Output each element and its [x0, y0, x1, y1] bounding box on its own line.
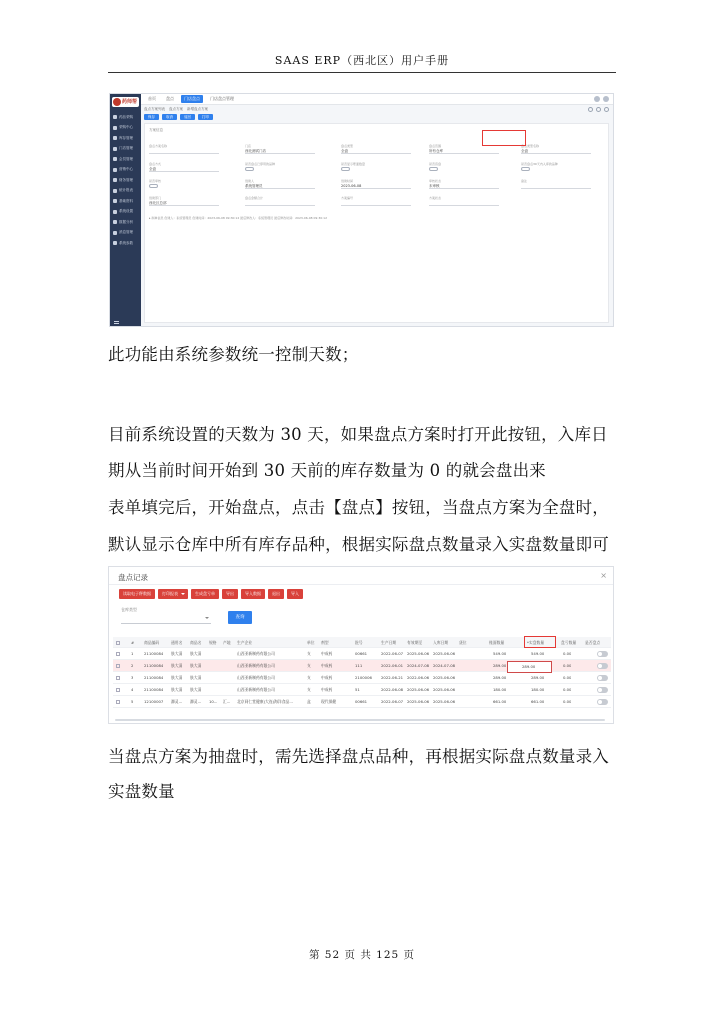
- form-field[interactable]: [429, 162, 499, 171]
- toggle-switch[interactable]: [149, 184, 158, 188]
- field-label: 是否盘点已停用的品种: [245, 162, 276, 166]
- screenshot-inventory-record: [108, 566, 614, 724]
- sidebar-item[interactable]: [110, 196, 141, 207]
- plan-form: [144, 123, 609, 323]
- table-cell: 2025-06-06: [433, 675, 456, 680]
- table-cell: 2025-06-06: [407, 687, 430, 692]
- menu-icon: [113, 147, 117, 151]
- menu-icon: [113, 136, 117, 140]
- field-value[interactable]: 西北区总部: [149, 200, 219, 206]
- sidebar-item-label: 门店管理: [119, 146, 133, 151]
- field-label: 审核状态: [429, 179, 442, 183]
- form-field[interactable]: [429, 196, 499, 206]
- table-cell: 21100084: [144, 663, 164, 668]
- table-cell: 180.00: [493, 687, 507, 692]
- field-value[interactable]: [245, 200, 315, 206]
- actual-qty-cell[interactable]: 180.00: [531, 687, 545, 692]
- sidebar-item-label: 营销中心: [119, 167, 133, 172]
- sidebar-item-label: 库存管理: [119, 135, 133, 140]
- menu-icon: [113, 199, 117, 203]
- counted-toggle[interactable]: [597, 699, 608, 705]
- close-icon[interactable]: ×: [600, 571, 607, 580]
- actual-qty-cell[interactable]: 661.00: [531, 699, 545, 704]
- table-cell: 12100007: [144, 699, 164, 704]
- menu-icon: [113, 220, 117, 224]
- column-header: 批号: [355, 640, 363, 645]
- table-cell: 2022-06-08: [381, 687, 404, 692]
- chevron-down-icon: [205, 617, 209, 619]
- form-field[interactable]: [245, 162, 315, 171]
- table-cell: 289.00: [493, 675, 507, 680]
- table-cell: 现代保健: [321, 699, 337, 704]
- field-label: 盘点方式: [149, 162, 162, 166]
- column-header: 通用名: [171, 640, 183, 645]
- screenshot-plan-form: [109, 93, 614, 327]
- column-header: 规格: [209, 640, 217, 645]
- highlight-box: [524, 636, 556, 648]
- breadcrumb: [144, 107, 208, 112]
- form-field[interactable]: [341, 179, 411, 189]
- field-value[interactable]: 西北测试门店: [245, 148, 315, 154]
- field-value[interactable]: [429, 200, 499, 206]
- toolbar: [119, 589, 303, 599]
- table-cell: 289.00: [493, 663, 507, 668]
- breadcrumb-item[interactable]: 新增盘点方案: [187, 107, 208, 111]
- top-right-tools: [594, 96, 609, 102]
- dialog-title: 盘点记录: [118, 573, 148, 582]
- table-cell: 濞灵...: [171, 699, 183, 704]
- table-cell: 2025-06-06: [407, 699, 430, 704]
- table-cell: 1: [131, 651, 134, 656]
- row-checkbox[interactable]: [116, 676, 120, 680]
- table-cell: 肤大清: [171, 651, 183, 656]
- actual-qty-input-value: 289.00: [522, 664, 536, 669]
- table-cell: 0.00: [563, 699, 572, 704]
- table-cell: 2024-07-08: [407, 663, 430, 668]
- sidebar-item[interactable]: [110, 165, 141, 176]
- column-header: 单位: [307, 640, 315, 645]
- table-cell: 山西亚新制药有限公司: [237, 675, 275, 680]
- field-value: [521, 183, 591, 189]
- column-header: 剂型: [321, 640, 329, 645]
- sidebar-item[interactable]: [110, 123, 141, 134]
- paragraph: 当盘点方案为抽盘时，需先选择盘点品种，再根据实际盘点数量录入: [108, 747, 609, 766]
- table-cell: 中成药: [321, 651, 333, 656]
- field-label: 创建人: [245, 179, 255, 183]
- page-header: SAAS ERP（西北区）用户手册: [274, 54, 450, 67]
- cancel-button[interactable]: 取消: [162, 114, 177, 120]
- actual-qty-cell[interactable]: 549.00: [531, 651, 545, 656]
- sidebar-item-label: 系统参数: [119, 240, 133, 245]
- column-header: 生产日期: [381, 640, 397, 645]
- counted-toggle[interactable]: [597, 675, 608, 681]
- menu-icon: [113, 241, 117, 245]
- form-field[interactable]: [149, 162, 219, 172]
- table-cell: 2025-06-06: [433, 687, 456, 692]
- table-cell: 661.00: [493, 699, 507, 704]
- field-value[interactable]: [341, 200, 411, 206]
- table-cell: 21100084: [144, 687, 164, 692]
- row-checkbox[interactable]: [116, 652, 120, 656]
- collapse-menu-icon[interactable]: [114, 321, 119, 324]
- table-cell: 支: [307, 651, 311, 656]
- toggle-switch[interactable]: [341, 167, 350, 171]
- menu-icon: [113, 157, 117, 161]
- divider: [109, 584, 613, 585]
- menu-icon: [113, 210, 117, 214]
- field-label: 门店: [245, 144, 252, 148]
- paragraph: 此功能由系统参数统一控制天数；: [108, 345, 359, 364]
- fullscreen-icon[interactable]: [604, 107, 609, 112]
- table-cell: 盒: [307, 699, 311, 704]
- field-value[interactable]: 全盘: [341, 148, 411, 154]
- table-cell: 00661: [355, 651, 368, 656]
- field-value[interactable]: 全盘: [521, 148, 591, 154]
- actual-qty-cell[interactable]: 289.00: [531, 675, 545, 680]
- form-field-30-days[interactable]: [521, 162, 591, 171]
- field-label: 盘点方案名称: [149, 144, 168, 148]
- print-button[interactable]: 打印: [198, 114, 213, 120]
- table-cell: 00661: [355, 699, 368, 704]
- table-cell: 2025-06-06: [433, 651, 456, 656]
- sidebar-item[interactable]: [110, 186, 141, 197]
- paragraph: 表单填完后，开始盘点，点击【盘点】按钮，当盘点方案为全盘时，: [108, 498, 609, 517]
- exit-button[interactable]: 退出: [268, 589, 284, 599]
- sidebar-item[interactable]: [110, 112, 141, 123]
- table-cell: 51: [355, 687, 360, 692]
- sidebar-item[interactable]: [110, 133, 141, 144]
- column-header: 账面数量: [489, 640, 505, 645]
- menu-icon: [113, 115, 117, 119]
- table-cell: 2024-07-08: [433, 663, 456, 668]
- save-button[interactable]: 保存: [144, 114, 159, 120]
- column-header: 是否盘点: [585, 640, 601, 645]
- table-cell: 549.00: [493, 651, 507, 656]
- sidebar: [110, 94, 141, 327]
- sidebar-item-label: 消息管理: [119, 230, 133, 235]
- table-cell: 2025-06-06: [433, 699, 456, 704]
- field-label: 盘点金额合计: [245, 196, 264, 200]
- tab-inventory[interactable]: 盘点: [166, 96, 174, 101]
- table-cell: 肤大清: [190, 651, 202, 656]
- back-button[interactable]: 返回: [180, 114, 195, 120]
- table-row[interactable]: [113, 672, 611, 684]
- table-cell: 中成药: [321, 663, 333, 668]
- toggle-switch[interactable]: [245, 167, 254, 171]
- toggle-switch[interactable]: [429, 167, 438, 171]
- form-field[interactable]: [245, 196, 315, 206]
- table-cell: 中成药: [321, 687, 333, 692]
- sidebar-item[interactable]: [110, 207, 141, 218]
- table-cell: 2022-06-06: [407, 675, 430, 680]
- table-cell: 2022-06-07: [381, 699, 404, 704]
- table-cell: 濞灵...: [190, 699, 202, 704]
- top-tabs: [141, 94, 613, 105]
- form-field[interactable]: [341, 162, 411, 171]
- form-field[interactable]: [521, 144, 591, 154]
- highlight-box: [482, 130, 526, 146]
- form-field[interactable]: [149, 144, 219, 154]
- page-number: 第 52 页 共 125 页: [308, 949, 416, 961]
- sidebar-nav: [110, 112, 141, 249]
- field-label: 方案状态: [429, 196, 442, 200]
- field-label: 创建时间: [341, 179, 354, 183]
- table-cell: 3: [131, 675, 134, 680]
- page-tools: [588, 107, 609, 112]
- breadcrumb-item[interactable]: 盘点方案列表: [144, 107, 165, 111]
- table-cell: 0.00: [563, 651, 572, 656]
- table-cell: 2022-06-01: [381, 663, 404, 668]
- table-cell: 0.00: [563, 675, 572, 680]
- table-cell: 21100084: [144, 675, 164, 680]
- form-field[interactable]: [521, 179, 591, 189]
- sidebar-item[interactable]: [110, 144, 141, 155]
- table-cell: 0.00: [563, 687, 572, 692]
- table-cell: 山西亚新制药有限公司: [237, 687, 275, 692]
- column-header: 入库日期: [433, 640, 449, 645]
- logo: [112, 97, 139, 107]
- sidebar-item[interactable]: [110, 175, 141, 186]
- field-value[interactable]: 全盘: [149, 166, 219, 172]
- table-cell: 中成药: [321, 675, 333, 680]
- field-value: 系统管理员: [245, 183, 315, 189]
- tab-home[interactable]: 首页: [148, 96, 156, 101]
- sidebar-item-label: 财务管理: [119, 177, 133, 182]
- form-field[interactable]: [149, 179, 219, 188]
- field-label: 是否显示账面数量: [341, 162, 366, 166]
- menu-icon: [113, 126, 117, 130]
- table-cell: 支: [307, 675, 311, 680]
- avatar[interactable]: [603, 96, 609, 102]
- table-row[interactable]: [113, 684, 611, 696]
- table-cell: 肤大清: [171, 675, 183, 680]
- counted-toggle[interactable]: [597, 663, 608, 669]
- tab-store-inventory[interactable]: 门店盘点: [181, 95, 203, 103]
- table-cell: 2100006: [355, 675, 372, 680]
- row-checkbox[interactable]: [116, 700, 120, 704]
- column-header: 有效期至: [407, 640, 423, 645]
- refresh-icon[interactable]: [588, 107, 593, 112]
- field-label: 是否盘点30天内入库的品种: [521, 162, 558, 166]
- table-cell: 4: [131, 687, 134, 692]
- action-buttons: [144, 114, 213, 120]
- warehouse-type-label: 仓库类型: [121, 607, 137, 612]
- table-cell: 2022-06-21: [381, 675, 404, 680]
- form-field[interactable]: [341, 144, 411, 154]
- table-cell: 汇...: [223, 699, 231, 704]
- logo-mark-icon: [113, 98, 121, 106]
- table-cell: 肤大清: [190, 687, 202, 692]
- field-value: 2023-06-08: [341, 183, 411, 189]
- counted-toggle[interactable]: [597, 687, 608, 693]
- field-label: 备注: [521, 179, 528, 183]
- column-header: 生产企业: [237, 640, 253, 645]
- table-cell: 2022-06-07: [381, 651, 404, 656]
- menu-icon: [113, 178, 117, 182]
- sidebar-item-label: 药品采购: [119, 114, 133, 119]
- sidebar-item-label: 基础资料: [119, 198, 133, 203]
- form-field[interactable]: [429, 179, 499, 189]
- header-divider: [108, 72, 616, 73]
- field-label: 盘点类型: [341, 144, 354, 148]
- column-header: 商品编码: [144, 640, 160, 645]
- table-cell: 北京同仁堂健康(大连)海洋食品...: [237, 699, 293, 704]
- row-checkbox[interactable]: [116, 688, 120, 692]
- table-cell: 肤大清: [190, 663, 202, 668]
- search-button[interactable]: 查询: [228, 611, 252, 624]
- field-value[interactable]: [149, 148, 219, 154]
- actual-qty-input[interactable]: [507, 661, 552, 673]
- paragraph: 实盘数量: [108, 782, 175, 801]
- column-header-actual-qty: *实盘数量: [527, 640, 545, 645]
- column-header: 商品名: [190, 640, 202, 645]
- paragraph: 目前系统设置的天数为 30 天，如果盘点方案时打开此按钮，入库日: [108, 425, 608, 444]
- field-label: 创建部门: [149, 196, 162, 200]
- table-cell: 2: [131, 663, 134, 668]
- generate-loss-button[interactable]: 生成盘亏单: [191, 589, 219, 599]
- sidebar-item-label: 统计报表: [119, 188, 133, 193]
- table-cell: 5: [131, 699, 134, 704]
- sidebar-item[interactable]: [110, 228, 141, 239]
- field-label: 盘点范围: [429, 144, 442, 148]
- search-icon[interactable]: [594, 96, 600, 102]
- paragraph: 期从当前时间开始到 30 天前的库存数量为 0 的就会盘出来: [108, 461, 546, 480]
- field-label: 是否盲盘: [429, 162, 442, 166]
- sidebar-item-label: 采购中心: [119, 125, 133, 130]
- table-row[interactable]: [113, 696, 611, 708]
- horizontal-scrollbar[interactable]: [115, 719, 605, 721]
- form-field[interactable]: [149, 196, 219, 206]
- table-cell: 肤大清: [171, 663, 183, 668]
- column-header: #: [131, 640, 135, 645]
- tab-store-inventory-manage[interactable]: 门店盘点管理: [210, 96, 234, 101]
- table-cell: 山西亚新制药有限公司: [237, 663, 275, 668]
- read-scale-button[interactable]: 读取电子秤数据: [119, 589, 155, 599]
- sidebar-item[interactable]: [110, 154, 141, 165]
- form-field[interactable]: [341, 196, 411, 206]
- select-all-checkbox[interactable]: [116, 641, 120, 645]
- warehouse-type-select[interactable]: [121, 614, 211, 624]
- table-cell: 支: [307, 663, 311, 668]
- sidebar-item-label: 会员管理: [119, 156, 133, 161]
- toggle-switch-30-days[interactable]: [521, 167, 530, 171]
- import-data-button[interactable]: 导入数据: [241, 589, 265, 599]
- table-cell: 21100084: [144, 651, 164, 656]
- form-field[interactable]: [245, 144, 315, 154]
- paragraph: 默认显示仓库中所有库存品种，根据实际盘点数量录入实盘数量即可: [108, 535, 609, 554]
- sidebar-item-label: 数据分析: [119, 219, 133, 224]
- table-cell: 111: [355, 663, 363, 668]
- counted-toggle[interactable]: [597, 651, 608, 657]
- field-value[interactable]: 所有仓库: [429, 148, 499, 154]
- table-cell: 肤大清: [190, 675, 202, 680]
- field-label: 方案编号: [341, 196, 354, 200]
- row-checkbox[interactable]: [116, 664, 120, 668]
- menu-icon: [113, 189, 117, 193]
- field-label: 是否审核: [149, 179, 162, 183]
- settings-icon[interactable]: [596, 107, 601, 112]
- audit-info: ▸ 制单信息 创建人：系统管理员 创建时间：2023-06-08 09:30:12 最后修改人：系统管理员 最后修改时间：2023-06-08 09:30:12: [149, 216, 327, 220]
- form-field[interactable]: [245, 179, 315, 189]
- menu-icon: [113, 168, 117, 172]
- table-cell: 10...: [209, 699, 218, 704]
- sidebar-item-label: 系统设置: [119, 209, 133, 214]
- column-header: 货位: [459, 640, 467, 645]
- table-cell: 肤大清: [171, 687, 183, 692]
- table-cell: 支: [307, 687, 311, 692]
- print-report-button[interactable]: 打印报表: [158, 589, 188, 599]
- import-button[interactable]: 导入: [287, 589, 303, 599]
- breadcrumb-item[interactable]: 盘点方案: [169, 107, 183, 111]
- field-label: 盘点类型名称: [521, 144, 540, 148]
- export-button[interactable]: 导出: [222, 589, 238, 599]
- table-row[interactable]: [113, 648, 611, 660]
- sidebar-item[interactable]: [110, 217, 141, 228]
- column-header: 盘亏数量: [561, 640, 577, 645]
- form-title: 方案信息: [149, 128, 163, 132]
- field-value: 未审核: [429, 183, 499, 189]
- menu-icon: [113, 231, 117, 235]
- column-header: 产地: [223, 640, 231, 645]
- table-cell: 2025-06-06: [407, 651, 430, 656]
- logo-text: 药师帮: [122, 99, 138, 105]
- sidebar-item[interactable]: [110, 238, 141, 249]
- table-cell: 0.00: [563, 663, 572, 668]
- table-cell: 山西亚新制药有限公司: [237, 651, 275, 656]
